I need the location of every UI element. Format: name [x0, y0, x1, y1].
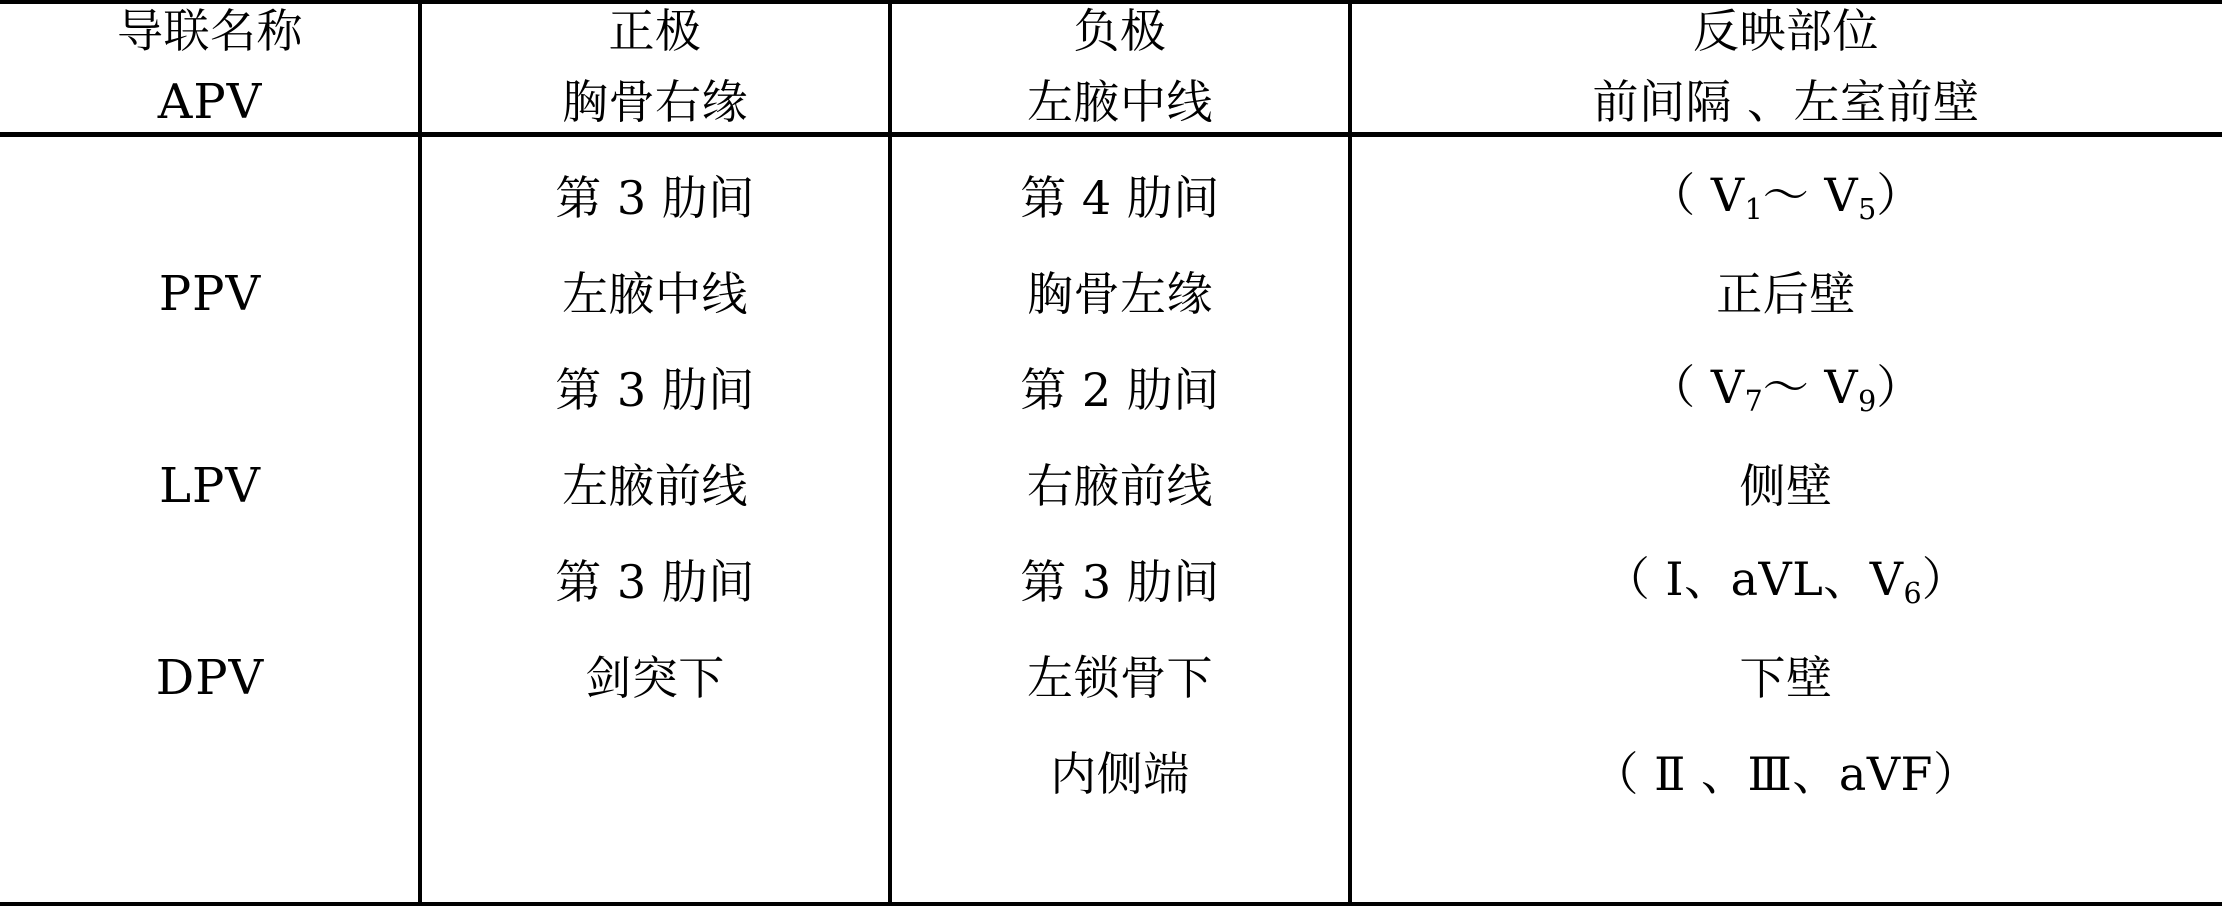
region-subscript-2: 9: [1858, 384, 1877, 418]
cell-region: [1350, 534, 2222, 630]
table-header-row: [0, 8, 2222, 54]
cell-region: [1350, 150, 2222, 246]
cell-positive: 左腋前线: [562, 459, 748, 513]
cell-lead-name: [0, 726, 420, 822]
cell-positive: 第 3 肋间: [555, 363, 755, 417]
table-row: [0, 726, 2222, 822]
region-suffix: ）: [1876, 167, 1923, 222]
cell-region: [1350, 342, 2222, 438]
cell-negative: 右腋前线: [1027, 459, 1213, 513]
region-suffix: ）: [1921, 551, 1969, 606]
cell-positive: [420, 726, 890, 822]
region-middle: ～ V: [1762, 359, 1859, 414]
cell-negative: 左腋中线: [1027, 75, 1213, 129]
region-prefix: （ V: [1649, 359, 1745, 414]
region-middle: ～ V: [1762, 167, 1859, 222]
table-row: [0, 54, 2222, 150]
cell-lead-name: [0, 150, 420, 246]
cell-positive: 胸骨右缘: [562, 75, 748, 129]
cell-negative: 胸骨左缘: [1027, 267, 1213, 321]
cell-region: 前间隔 、左室前壁: [1592, 75, 1980, 129]
column-header-positive: 正极: [608, 4, 702, 58]
cell-positive: 第 3 肋间: [555, 555, 755, 609]
column-header-negative: 负极: [1073, 4, 1167, 58]
table-row: [0, 342, 2222, 438]
cell-negative: 第 2 肋间: [1020, 363, 1220, 417]
table-row: [0, 534, 2222, 630]
column-header-lead-name: 导联名称: [117, 4, 303, 58]
column-header-region: 反映部位: [1693, 4, 1879, 58]
cell-lead-name: APV: [157, 74, 263, 130]
region-subscript-2: 5: [1858, 192, 1877, 226]
cell-lead-name: DPV: [155, 650, 265, 706]
table-row: [0, 150, 2222, 246]
cell-region: 正后壁: [1716, 267, 1856, 321]
cell-lead-name: [0, 534, 420, 630]
cell-positive: 第 3 肋间: [555, 171, 755, 225]
ecg-lead-table: [0, 4, 2222, 822]
cell-region: （ Ⅱ 、Ⅲ、aVF）: [1592, 747, 1980, 801]
table-bottom-border: [0, 902, 2222, 906]
cell-lead-name: [0, 342, 420, 438]
cell-negative: 第 4 肋间: [1020, 171, 1220, 225]
cell-positive: 左腋中线: [562, 267, 748, 321]
cell-negative: 内侧端: [1050, 747, 1190, 801]
cell-negative: 第 3 肋间: [1020, 555, 1220, 609]
cell-positive: 剑突下: [585, 651, 725, 705]
region-subscript-1: 1: [1744, 192, 1763, 226]
cell-region: 侧壁: [1739, 459, 1833, 513]
cell-negative: 左锁骨下: [1027, 651, 1213, 705]
cell-lead-name: LPV: [159, 458, 261, 514]
cell-lead-name: PPV: [158, 266, 262, 322]
region-suffix: ）: [1876, 359, 1923, 414]
table-row: [0, 438, 2222, 534]
table-row: [0, 630, 2222, 726]
region-subscript-1: 6: [1903, 576, 1922, 610]
table-row: [0, 246, 2222, 342]
cell-region: 下壁: [1739, 651, 1833, 705]
region-prefix: （ I、aVL、V: [1603, 551, 1904, 606]
region-subscript-1: 7: [1744, 384, 1763, 418]
region-prefix: （ V: [1649, 167, 1745, 222]
